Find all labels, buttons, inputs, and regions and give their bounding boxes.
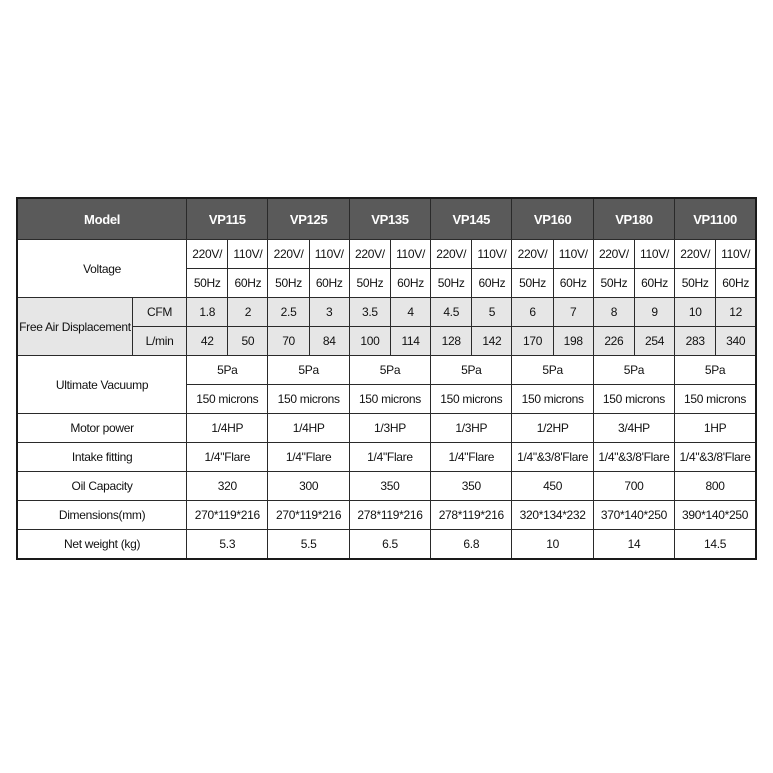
dimensions-value: 278*119*216 bbox=[349, 501, 430, 530]
motor-power-label: Motor power bbox=[17, 414, 187, 443]
spec-table-container bbox=[16, 197, 757, 560]
voltage-220: 220V/ bbox=[349, 240, 390, 269]
voltage-220: 220V/ bbox=[675, 240, 716, 269]
model-vp1100: VP1100 bbox=[675, 198, 756, 240]
vacuum-microns-value: 150 microns bbox=[187, 385, 268, 414]
voltage-110: 110V/ bbox=[228, 240, 268, 269]
ultimate-vacuum-label: Ultimate Vacuump bbox=[17, 356, 187, 414]
lmin-value: 50 bbox=[228, 327, 268, 356]
voltage-110: 110V/ bbox=[553, 240, 593, 269]
model-vp160: VP160 bbox=[512, 198, 593, 240]
oil-capacity-label: Oil Capacity bbox=[17, 472, 187, 501]
dimensions-value: 270*119*216 bbox=[187, 501, 268, 530]
frequency-50: 50Hz bbox=[349, 269, 390, 298]
cfm-value: 2 bbox=[228, 298, 268, 327]
intake-fitting-value: 1/4"&3/8'Flare bbox=[512, 443, 593, 472]
motor-power-row bbox=[17, 414, 756, 443]
net-weight-value: 14.5 bbox=[675, 530, 756, 560]
lmin-value: 254 bbox=[634, 327, 674, 356]
vacuum-microns-value: 150 microns bbox=[512, 385, 593, 414]
cfm-value: 8 bbox=[593, 298, 634, 327]
frequency-60: 60Hz bbox=[716, 269, 756, 298]
frequency-60: 60Hz bbox=[390, 269, 430, 298]
cfm-value: 3.5 bbox=[349, 298, 390, 327]
frequency-60: 60Hz bbox=[472, 269, 512, 298]
dimensions-value: 370*140*250 bbox=[593, 501, 674, 530]
model-vp135: VP135 bbox=[349, 198, 430, 240]
oil-capacity-row bbox=[17, 472, 756, 501]
motor-power-value: 1/3HP bbox=[431, 414, 512, 443]
dimensions-row bbox=[17, 501, 756, 530]
vacuum-pa-value: 5Pa bbox=[268, 356, 349, 385]
motor-power-value: 1/4HP bbox=[268, 414, 349, 443]
model-vp145: VP145 bbox=[431, 198, 512, 240]
net-weight-value: 5.3 bbox=[187, 530, 268, 560]
oil-capacity-value: 700 bbox=[593, 472, 674, 501]
cfm-value: 2.5 bbox=[268, 298, 309, 327]
intake-fitting-label: Intake fitting bbox=[17, 443, 187, 472]
cfm-row bbox=[17, 298, 756, 327]
net-weight-value: 6.5 bbox=[349, 530, 430, 560]
lmin-value: 198 bbox=[553, 327, 593, 356]
spec-table bbox=[16, 197, 757, 560]
vacuum-pa-value: 5Pa bbox=[349, 356, 430, 385]
lmin-value: 128 bbox=[431, 327, 472, 356]
vacuum-pa-value: 5Pa bbox=[431, 356, 512, 385]
vacuum-pa-value: 5Pa bbox=[675, 356, 756, 385]
intake-fitting-value: 1/4"Flare bbox=[431, 443, 512, 472]
intake-fitting-value: 1/4"Flare bbox=[349, 443, 430, 472]
voltage-110: 110V/ bbox=[634, 240, 674, 269]
lmin-value: 42 bbox=[187, 327, 228, 356]
motor-power-value: 1HP bbox=[675, 414, 756, 443]
oil-capacity-value: 320 bbox=[187, 472, 268, 501]
cfm-value: 9 bbox=[634, 298, 674, 327]
vacuum-microns-value: 150 microns bbox=[349, 385, 430, 414]
cfm-value: 6 bbox=[512, 298, 553, 327]
lmin-value: 283 bbox=[675, 327, 716, 356]
motor-power-value: 1/2HP bbox=[512, 414, 593, 443]
voltage-110: 110V/ bbox=[472, 240, 512, 269]
voltage-220: 220V/ bbox=[512, 240, 553, 269]
vacuum-microns-value: 150 microns bbox=[431, 385, 512, 414]
free-air-label: Free Air Displacement bbox=[17, 298, 132, 356]
voltage-220: 220V/ bbox=[431, 240, 472, 269]
dimensions-value: 320*134*232 bbox=[512, 501, 593, 530]
cfm-value: 5 bbox=[472, 298, 512, 327]
cfm-value: 4 bbox=[390, 298, 430, 327]
lmin-value: 340 bbox=[716, 327, 756, 356]
lmin-unit-label: L/min bbox=[132, 327, 186, 356]
cfm-value: 3 bbox=[309, 298, 349, 327]
voltage-110: 110V/ bbox=[390, 240, 430, 269]
oil-capacity-value: 350 bbox=[431, 472, 512, 501]
voltage-220: 220V/ bbox=[593, 240, 634, 269]
cfm-value: 7 bbox=[553, 298, 593, 327]
net-weight-row bbox=[17, 530, 756, 560]
oil-capacity-value: 800 bbox=[675, 472, 756, 501]
frequency-50: 50Hz bbox=[268, 269, 309, 298]
dimensions-label: Dimensions(mm) bbox=[17, 501, 187, 530]
lmin-value: 84 bbox=[309, 327, 349, 356]
frequency-60: 60Hz bbox=[228, 269, 268, 298]
intake-fitting-row bbox=[17, 443, 756, 472]
net-weight-value: 5.5 bbox=[268, 530, 349, 560]
net-weight-label: Net weight (kg) bbox=[17, 530, 187, 560]
vacuum-pa-value: 5Pa bbox=[187, 356, 268, 385]
vacuum-microns-value: 150 microns bbox=[593, 385, 674, 414]
motor-power-value: 1/3HP bbox=[349, 414, 430, 443]
voltage-110: 110V/ bbox=[716, 240, 756, 269]
cfm-value: 1.8 bbox=[187, 298, 228, 327]
vacuum-microns-value: 150 microns bbox=[675, 385, 756, 414]
intake-fitting-value: 1/4"Flare bbox=[268, 443, 349, 472]
model-vp125: VP125 bbox=[268, 198, 349, 240]
lmin-value: 100 bbox=[349, 327, 390, 356]
dimensions-value: 270*119*216 bbox=[268, 501, 349, 530]
frequency-50: 50Hz bbox=[431, 269, 472, 298]
model-vp115: VP115 bbox=[187, 198, 268, 240]
cfm-value: 4.5 bbox=[431, 298, 472, 327]
vacuum-microns-value: 150 microns bbox=[268, 385, 349, 414]
voltage-220: 220V/ bbox=[268, 240, 309, 269]
vacuum-pa-value: 5Pa bbox=[512, 356, 593, 385]
lmin-value: 142 bbox=[472, 327, 512, 356]
dimensions-value: 390*140*250 bbox=[675, 501, 756, 530]
voltage-label: Voltage bbox=[17, 240, 187, 298]
frequency-50: 50Hz bbox=[675, 269, 716, 298]
dimensions-value: 278*119*216 bbox=[431, 501, 512, 530]
motor-power-value: 1/4HP bbox=[187, 414, 268, 443]
intake-fitting-value: 1/4"&3/8'Flare bbox=[675, 443, 756, 472]
frequency-60: 60Hz bbox=[553, 269, 593, 298]
voltage-220: 220V/ bbox=[187, 240, 228, 269]
voltage-row-top bbox=[17, 240, 756, 269]
cfm-value: 12 bbox=[716, 298, 756, 327]
lmin-value: 114 bbox=[390, 327, 430, 356]
frequency-50: 50Hz bbox=[187, 269, 228, 298]
frequency-60: 60Hz bbox=[309, 269, 349, 298]
model-vp180: VP180 bbox=[593, 198, 674, 240]
oil-capacity-value: 300 bbox=[268, 472, 349, 501]
oil-capacity-value: 450 bbox=[512, 472, 593, 501]
frequency-50: 50Hz bbox=[512, 269, 553, 298]
intake-fitting-value: 1/4"&3/8'Flare bbox=[593, 443, 674, 472]
net-weight-value: 6.8 bbox=[431, 530, 512, 560]
net-weight-value: 10 bbox=[512, 530, 593, 560]
vacuum-pa-row bbox=[17, 356, 756, 385]
oil-capacity-value: 350 bbox=[349, 472, 430, 501]
cfm-value: 10 bbox=[675, 298, 716, 327]
intake-fitting-value: 1/4"Flare bbox=[187, 443, 268, 472]
frequency-50: 50Hz bbox=[593, 269, 634, 298]
net-weight-value: 14 bbox=[593, 530, 674, 560]
header-row bbox=[17, 198, 756, 240]
frequency-60: 60Hz bbox=[634, 269, 674, 298]
model-header: Model bbox=[17, 198, 187, 240]
lmin-value: 170 bbox=[512, 327, 553, 356]
vacuum-pa-value: 5Pa bbox=[593, 356, 674, 385]
motor-power-value: 3/4HP bbox=[593, 414, 674, 443]
cfm-unit-label: CFM bbox=[132, 298, 186, 327]
voltage-110: 110V/ bbox=[309, 240, 349, 269]
lmin-value: 226 bbox=[593, 327, 634, 356]
lmin-value: 70 bbox=[268, 327, 309, 356]
